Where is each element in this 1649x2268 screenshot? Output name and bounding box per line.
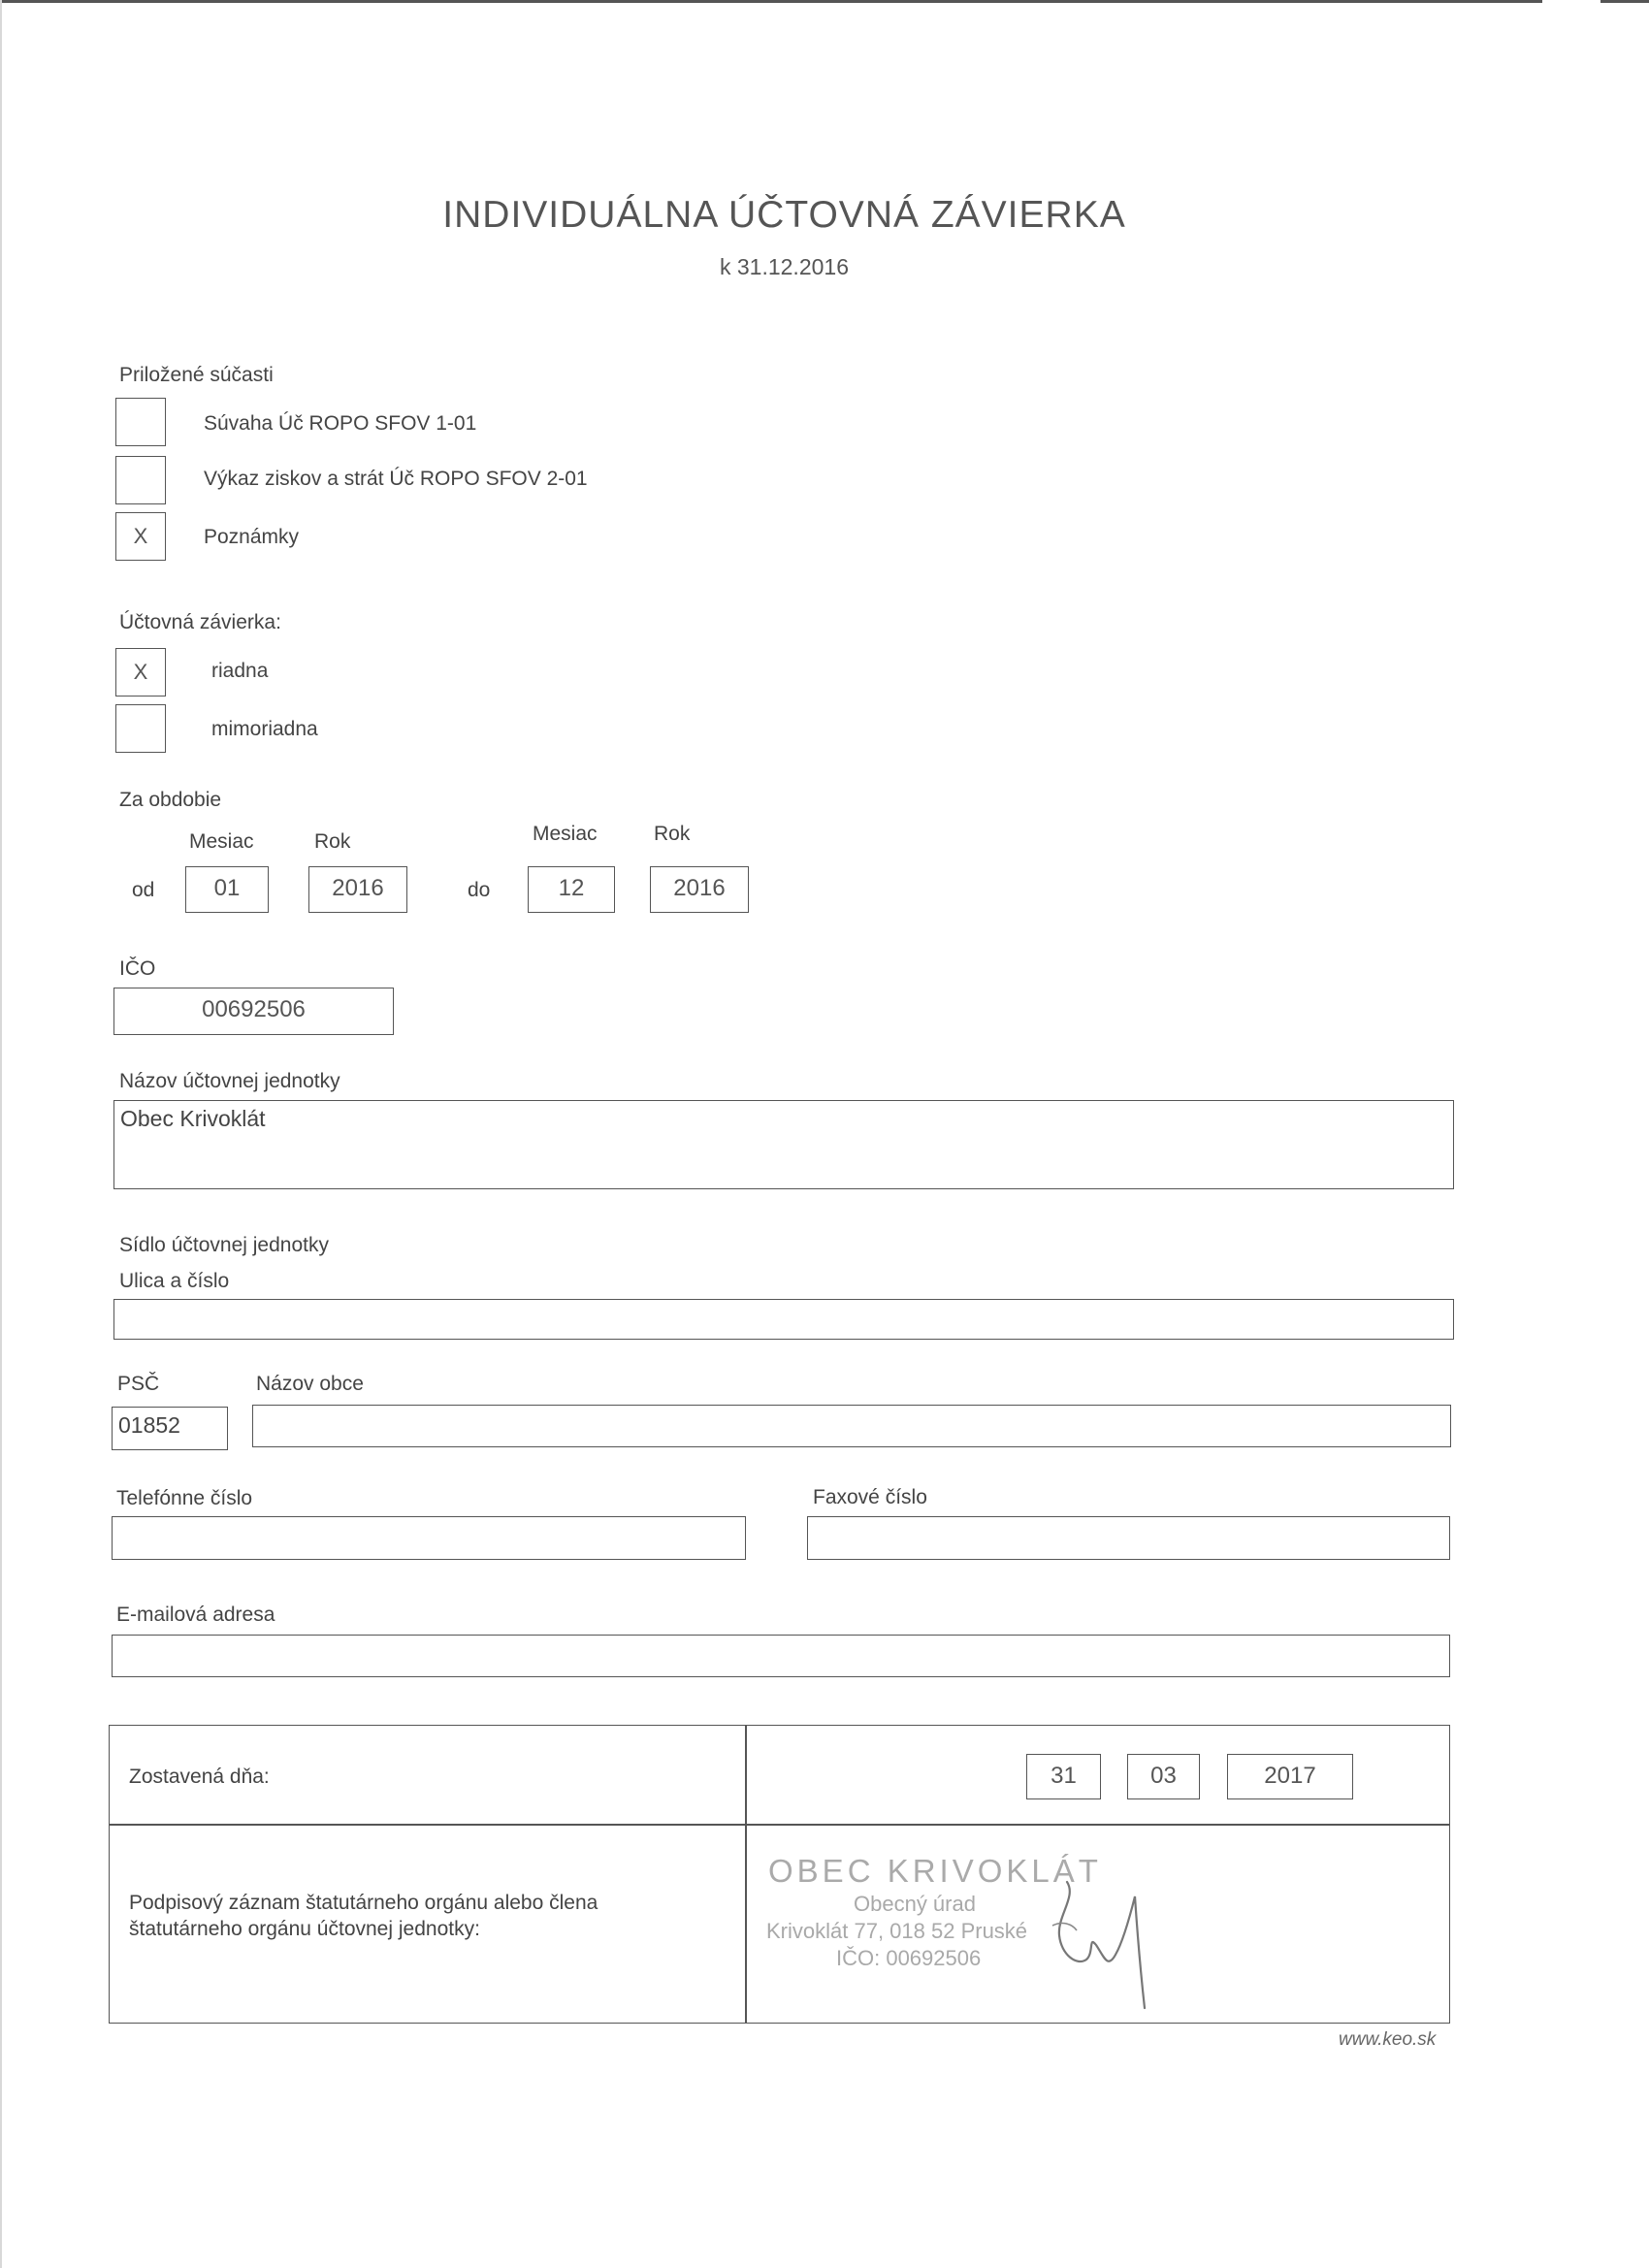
entity-name-label: Názov účtovnej jednotky: [119, 1070, 340, 1092]
stamp-line3: Krivoklát 77, 018 52 Pruské: [766, 1919, 1028, 1943]
period-from-month-label: Mesiac: [189, 830, 254, 853]
attachment-label-balance: Súvaha Úč ROPO SFOV 1-01: [204, 412, 477, 435]
attachment-label-notes: Poznámky: [204, 526, 300, 548]
ico-input[interactable]: 00692506: [113, 988, 394, 1035]
top-border: [0, 0, 1542, 3]
closing-checkbox-regular[interactable]: X: [115, 648, 166, 697]
footer-website[interactable]: www.keo.sk: [1339, 2029, 1437, 2050]
period-to-year-label: Rok: [654, 823, 691, 845]
compiled-year-input[interactable]: 2017: [1227, 1754, 1353, 1799]
compiled-month-input[interactable]: 03: [1127, 1754, 1200, 1799]
attachment-checkbox-balance[interactable]: [115, 398, 166, 446]
document-date: k 31.12.2016: [719, 254, 849, 279]
period-to-year-input[interactable]: 2016: [650, 866, 749, 913]
city-input[interactable]: [252, 1405, 1451, 1447]
psc-input[interactable]: 01852: [112, 1407, 228, 1450]
attachment-label-profit-loss: Výkaz ziskov a strát Úč ROPO SFOV 2-01: [204, 468, 588, 490]
period-from-year-label: Rok: [314, 830, 351, 853]
ico-label: IČO: [119, 957, 156, 980]
document-title: INDIVIDUÁLNA ÚČTOVNÁ ZÁVIERKA: [442, 194, 1126, 236]
psc-label: PSČ: [117, 1373, 160, 1395]
phone-label: Telefónne číslo: [116, 1487, 253, 1509]
left-scan-edge: [0, 0, 2, 2268]
period-heading: Za obdobie: [119, 789, 222, 811]
phone-input[interactable]: [112, 1516, 746, 1560]
period-to-month-label: Mesiac: [533, 823, 598, 845]
stamp-line2: Obecný úrad: [854, 1892, 976, 1916]
period-from-month-input[interactable]: 01: [185, 866, 269, 913]
handwritten-signature: [1048, 1877, 1164, 2013]
address-heading: Sídlo účtovnej jednotky: [119, 1234, 329, 1256]
closing-type-heading: Účtovná závierka:: [119, 611, 281, 633]
signature-label-line1: Podpisový záznam štatutárneho orgánu alebo člena: [129, 1892, 598, 1914]
signature-table-row-divider: [109, 1824, 1450, 1826]
closing-checkbox-extraordinary[interactable]: [115, 704, 166, 753]
email-input[interactable]: [112, 1635, 1450, 1677]
period-to-label: do: [468, 879, 491, 901]
period-from-year-input[interactable]: 2016: [308, 866, 407, 913]
city-label: Názov obce: [256, 1373, 364, 1395]
street-label: Ulica a číslo: [119, 1270, 230, 1292]
stamp-line4: IČO: 00692506: [836, 1946, 982, 1970]
fax-label: Faxové číslo: [813, 1486, 927, 1508]
stamp-line1: OBEC KRIVOKLÁT: [768, 1853, 1102, 1889]
attachment-checkbox-notes[interactable]: X: [115, 512, 166, 561]
compiled-day-input[interactable]: 31: [1026, 1754, 1101, 1799]
entity-name-input[interactable]: Obec Krivoklát: [113, 1100, 1454, 1189]
top-border-right: [1600, 0, 1649, 3]
signature-table-divider: [745, 1725, 747, 2024]
email-label: E-mailová adresa: [116, 1604, 275, 1626]
attachments-heading: Priložené súčasti: [119, 364, 274, 386]
signature-label-line2: štatutárneho orgánu účtovnej jednotky:: [129, 1918, 480, 1940]
period-to-month-input[interactable]: 12: [528, 866, 615, 913]
street-input[interactable]: [113, 1299, 1454, 1340]
period-from-label: od: [132, 879, 155, 901]
fax-input[interactable]: [807, 1516, 1450, 1560]
attachment-checkbox-profit-loss[interactable]: [115, 456, 166, 504]
closing-label-regular: riadna: [211, 660, 269, 682]
closing-label-extraordinary: mimoriadna: [211, 718, 318, 740]
compiled-date-label: Zostavená dňa:: [129, 1766, 270, 1788]
